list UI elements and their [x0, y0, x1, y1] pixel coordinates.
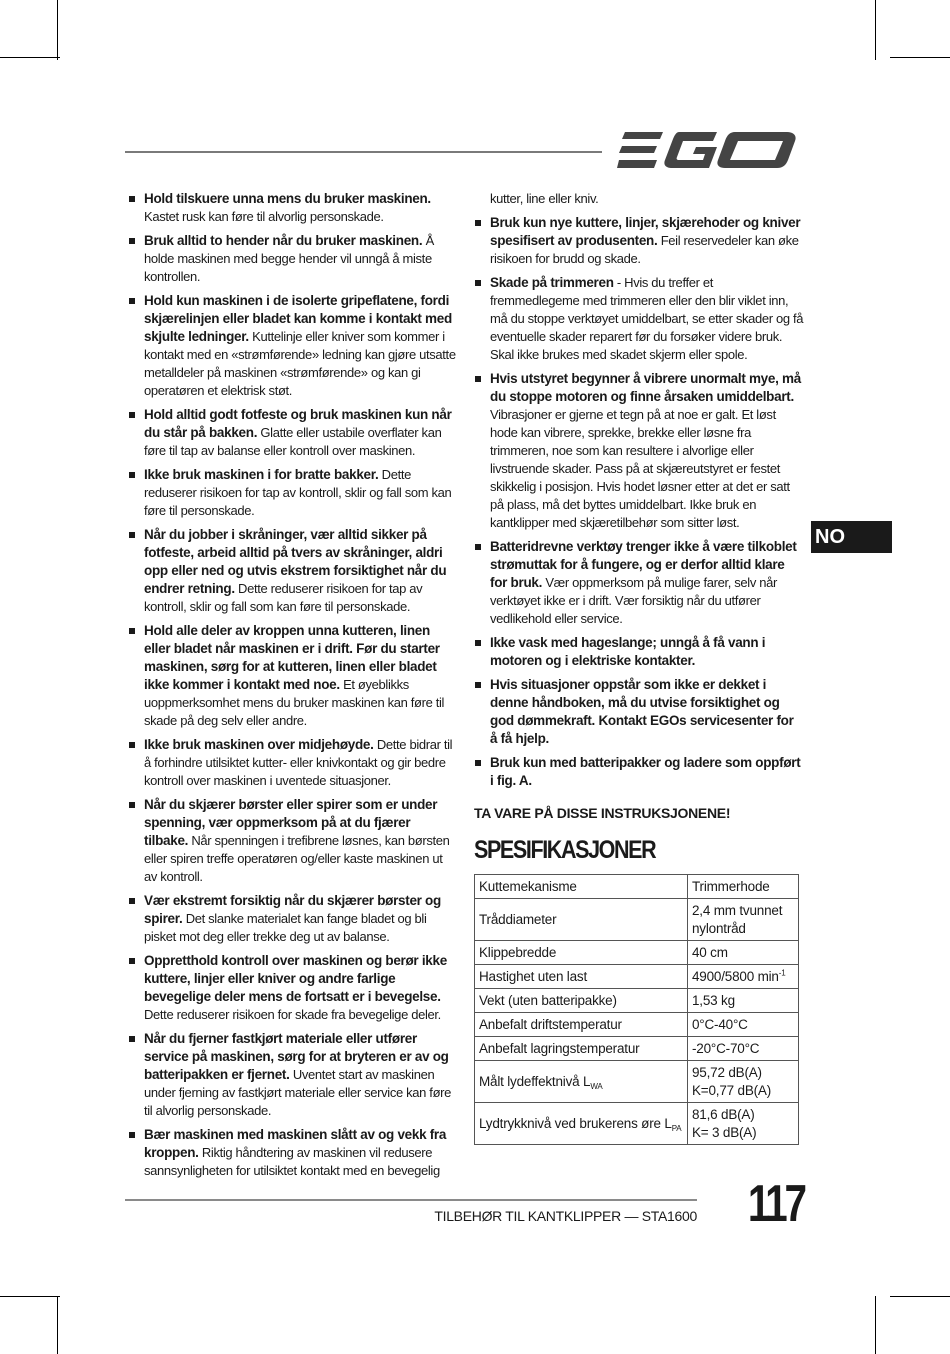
spec-label: Tråddiameter — [475, 899, 688, 941]
spec-label: Vekt (uten batteripakke) — [475, 989, 688, 1013]
table-row — [475, 1103, 799, 1145]
safety-list-left — [128, 190, 456, 1180]
crop-mark — [890, 1296, 950, 1297]
care-heading: TA VARE PÅ DISSE INSTRUKSJONENE! — [474, 805, 731, 821]
list-item: Bær maskinen med maskinen slått av og vekk fra kroppen. Riktig håndtering av maskinen vil redusere sannsynligheten for utilsiktet kontakt med en bevegelig — [128, 1126, 456, 1180]
spec-value: Trimmerhode — [688, 875, 799, 899]
list-item: Bruk alltid to hender når du bruker maskinen. Å holde maskinen med begge hender vil unngå å miste kontrollen. — [128, 232, 456, 286]
spec-label: Hastighet uten last — [475, 965, 688, 989]
table-row — [475, 989, 799, 1013]
table-row — [475, 1013, 799, 1037]
left-column — [128, 190, 456, 1186]
ego-logo — [617, 130, 799, 175]
crop-mark — [57, 1296, 58, 1354]
ego-logo-mark — [617, 130, 799, 170]
list-item: Oppretthold kontroll over maskinen og berør ikke kuttere, linjer eller kniver og andre farlige bevegelige deler mens de fortsatt er i bevegelse. Dette reduserer risikoen for skade fra bevegelige deler. — [128, 952, 456, 1024]
crop-mark — [0, 1296, 60, 1297]
table-row — [475, 875, 799, 899]
spec-value: 1,53 kg — [688, 989, 799, 1013]
list-item: Når du skjærer børster eller spirer som er under spenning, vær oppmerksom på at du fjærer tilbake. Når spenningen i trefibrene løsnes, kan børsten eller spiren treffe operatøren og/eller kaste maskinen ut av kontroll. — [128, 796, 456, 886]
table-row — [475, 899, 799, 941]
crop-mark — [0, 57, 60, 58]
list-item: Vær ekstremt forsiktig når du skjærer børster og spirer. Det slanke materialet kan fange bladet og bli pisket mot deg eller trekke deg ut av balanse. — [128, 892, 456, 946]
footer-rule — [125, 1199, 697, 1201]
list-item: Hold alltid godt fotfeste og bruk maskinen kun når du står på bakken. Glatte eller ustabile overflater kan føre til tap av balanse eller kontroll over maskinen. — [128, 406, 456, 460]
list-item: Ikke bruk maskinen over midjehøyde. Dette bidrar til å forhindre utilsiktet kutter- eller knivkontakt og gir bedre kontroll over maskinen i uventede situasjoner. — [128, 736, 456, 790]
spec-value: 95,72 dB(A) K=0,77 dB(A) — [688, 1061, 799, 1103]
spec-value: -20°C-70°C — [688, 1037, 799, 1061]
spec-value: 2,4 mm tvunnet nylontråd — [688, 899, 799, 941]
spec-value: 4900/5800 $\min^{-1}$ — [688, 965, 799, 989]
spec-label: Anbefalt lagringstemperatur — [475, 1037, 688, 1061]
table-row — [475, 965, 799, 989]
spec-label: Målt lydeffektnivå $L_{WA}$ — [475, 1061, 688, 1103]
list-item: Ikke vask med hageslange; unngå å få vann i motoren og i elektriske kontakter. — [474, 634, 804, 670]
spec-label: Lydtrykknivå ved brukerens øre $L_{PA}$ — [475, 1103, 688, 1145]
list-item: Når du fjerner fastkjørt materiale eller utfører service på maskinen, sørg for at bryteren er av og batteripakken er fjernet. Uventet start av maskinen under fjerning av fastkjørt materiale eller service kan føre til alvorlig personskade. — [128, 1030, 456, 1120]
footer-title: TILBEHØR TIL KANTKLIPPER — STA1600 — [434, 1208, 697, 1224]
list-item: Bruk kun nye kuttere, linjer, skjærehoder og kniver spesifisert av produsenten. Feil reservedeler kan øke risikoen for brudd og skade. — [474, 214, 804, 268]
spec-value: 81,6 dB(A) K= 3 dB(A) — [688, 1103, 799, 1145]
spec-label: Klippebredde — [475, 941, 688, 965]
spec-value: 40 cm — [688, 941, 799, 965]
crop-mark — [875, 1296, 876, 1354]
table-row — [475, 1037, 799, 1061]
list-item: Hold kun maskinen i de isolerte gripeflatene, fordi skjærelinjen eller bladet kan komme i kontakt med skjulte ledninger. Kuttelinje eller kniver som kommer i kontakt med en «strømførende» ledning kan gjøre utsatte metalldeler på maskinen «strømførende» og kan gi operatøren et elektrisk støt. — [128, 292, 456, 400]
crop-mark — [875, 0, 876, 60]
header-rule — [125, 151, 602, 153]
list-item: Ikke bruk maskinen i for bratte bakker. Dette reduserer risikoen for tap av kontroll, sklir og fall som kan føre til personskade. — [128, 466, 456, 520]
list-item: Bruk kun med batteripakker og ladere som oppført i fig. A. — [474, 754, 804, 790]
crop-mark — [57, 0, 58, 60]
table-row — [475, 941, 799, 965]
crop-mark — [890, 57, 950, 58]
table-row — [475, 1061, 799, 1103]
list-item: Hold alle deler av kroppen unna kutteren, linen eller bladet når maskinen er i drift. Før du starter maskinen, sørg for at kutteren, linen eller bladet ikke kommer i kontakt med noe. Et øyeblikks uoppmerksomhet mens du bruker maskinen kan føre til skade på deg selv eller andre. — [128, 622, 456, 730]
list-item: Skade på trimmeren - Hvis du treffer et fremmedlegeme med trimmeren eller den blir viklet inn, må du stoppe verktøyet umiddelbart, se etter skader og få eventuelle skader reparert før du forsøker videre bruk. Skal ikke brukes med skadet skjerm eller spole. — [474, 274, 804, 364]
language-tab: NO — [811, 521, 892, 553]
list-item: Batteridrevne verktøy trenger ikke å være tilkoblet strømuttak for å fungere, og er derfor alltid klare for bruk. Vær oppmerksom på mulige farer, selv når verktøyet ikke er i drift. Vær forsiktig når du utfører vedlikehold eller service. — [474, 538, 804, 628]
page-number: 117 — [747, 1175, 804, 1233]
spec-table — [474, 874, 799, 1145]
list-item: Hvis utstyret begynner å vibrere unormalt mye, må du stoppe motoren og finne årsaken umiddelbart. Vibrasjoner er gjerne et tegn på at noe er galt. Et løst hode kan vibrere, sprekke, brekke eller løsne fra trimmeren, noe som kan resultere i alvorlige eller livstruende skader. Pass på at skjæreutstyret er festet skikkelig i posisjon. Hvis hodet løsner etter at det er satt på plass, må det byttes umiddelbart. Ikke bruk en kantklipper med skjæretilbehør som sitter løst. — [474, 370, 804, 532]
spec-value: 0°C-40°C — [688, 1013, 799, 1037]
spec-label: Anbefalt driftstemperatur — [475, 1013, 688, 1037]
list-item: Hold tilskuere unna mens du bruker maskinen. Kastet rusk kan føre til alvorlig personskade. — [128, 190, 456, 226]
continued-text: kutter, line eller kniv. — [490, 191, 599, 206]
right-column — [474, 190, 804, 1145]
safety-list-right — [474, 214, 804, 790]
spec-label: Kuttemekanisme — [475, 875, 688, 899]
list-item: Når du jobber i skråninger, vær alltid sikker på fotfeste, arbeid alltid på tvers av skråninger, aldri opp eller ned og utvis ekstrem forsiktighet når du endrer retning. Dette reduserer risikoen for tap av kontroll, sklir og fall som kan føre til personskade. — [128, 526, 456, 616]
spec-heading: SPESIFIKASJONER — [474, 836, 656, 864]
list-item: Hvis situasjoner oppstår som ikke er dekket i denne håndboken, må du utvise forsiktighet og god dømmekraft. Kontakt EGOs servicesenter for å få hjelp. — [474, 676, 804, 748]
